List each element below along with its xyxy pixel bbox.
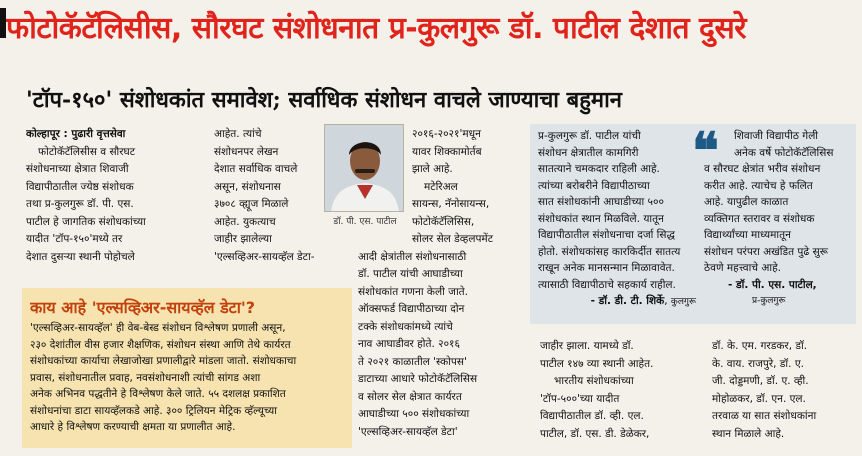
quote-left-line: विद्यापीठातील संशोधनाचा दर्जा सिद्ध: [538, 229, 675, 241]
quote-right-line: आहे. यापुढील काळात: [704, 196, 789, 208]
column-1-line: देशात दुसऱ्या स्थानी पोहोचले: [26, 250, 135, 263]
quote-right-line: अनेक वर्षे फोटोकॅटॅलिसिस: [734, 146, 834, 159]
quote-right-line: संशोधन परंपरा अखंडित पुढे सुरू: [704, 245, 828, 258]
headline: फोटोकॅटॅलिसीस, सौरघट संशोधनात प्र-कुलगुरू डॉ. पाटील देशात दुसरे: [6, 11, 747, 46]
column-2: [214, 126, 324, 266]
column-1-line: पाटील हे जागतिक संशोधकांच्या: [26, 215, 146, 228]
column-2-line: 'एल्सव्हिअर-सायव्हॅल डेटा-: [214, 250, 315, 263]
info-box-line: संशोधकांच्या कार्याचा लेखाजोखा प्रणालीद्वारे मांडला जातो. संशोधकाचा: [30, 355, 297, 367]
info-box-line: आधारे हे विश्लेषण करण्याची क्षमता या प्रणालीत आहे.: [30, 421, 236, 433]
column-3: [412, 126, 530, 231]
column-3-line: सायन्स, नॅनोसायन्स,: [412, 198, 490, 210]
column-2-line: असून, संशोधनास: [214, 180, 281, 193]
quote-left-line: सात संशोधकांनी आघाडीच्या ५००: [538, 196, 664, 208]
column-3-line: डाटाच्या आधारे फोटोकॅटॅलिसिस: [358, 373, 478, 385]
portrait-photo: [324, 124, 404, 212]
quote-right-line: व्यक्तिगत स्तरावर व संशोधक: [704, 212, 815, 225]
column-3-line: 'एल्सव्हिअर-सायव्हॅल डेटा': [358, 425, 458, 438]
column-1-line: यादीत 'टॉप-१५०'मध्ये तर: [26, 233, 123, 245]
quote-right: [704, 128, 854, 310]
column-3-continued: [358, 231, 528, 441]
column-3-line: डॉ. पाटील यांची आघाडीच्या: [358, 268, 463, 280]
column-3-line: टक्के संशोधकांमध्ये त्यांचे: [358, 320, 453, 333]
column-4-line: भारतीय संशोधकांच्या: [554, 375, 634, 387]
column-3-line: व सोलर सेल क्षेत्रात कार्यरत: [358, 390, 462, 403]
column-3-line: २०१६-२०२१'मधून: [412, 128, 481, 140]
column-2-line: ३७०८ व्ह्यूज मिळाले: [214, 198, 289, 210]
column-5-line: जी. दोड्डमणी, डॉ. ए. व्ही.: [712, 375, 809, 387]
info-box-line: संशोधनांचा डाटा सायव्हॅलकडे आहे. ३०० ट्रिलियन मेट्रिक व्हॅल्यूच्या: [30, 404, 277, 417]
dateline: कोल्हापूर : पुढारी वृत्तसेवा: [26, 128, 126, 140]
quote-icon: ❝: [692, 121, 719, 180]
column-1-line: तथा प्र-कुलगुरू डॉ. पी. एस.: [26, 198, 134, 210]
column-3-line: मटेरिअल: [424, 180, 458, 193]
column-5-line: तरवाळ या सात संशोधकांना: [712, 410, 817, 422]
column-3-line: संशोधकांत गणना केली जाते.: [358, 285, 468, 298]
quote-left-line: प्र-कुलगुरू डॉ. पाटील यांची: [538, 130, 641, 142]
quote-right-role: प्र-कुलगुरू: [752, 296, 786, 306]
column-1-line: विद्यापीठातील ज्येष्ठ संशोधक: [26, 180, 134, 193]
quote-left-line: त्यासाठी विद्यापीठाचे सहकार्य राहील.: [538, 278, 676, 291]
quote-left-signature-line: - डॉ. डी. टी. शिर्के, कुलगुरू: [590, 295, 696, 307]
column-2-line: जाहीर झालेल्या: [214, 233, 272, 245]
column-3-line: फोटोकॅटॅलिसिस,: [412, 215, 475, 228]
column-4-line: विद्यापीठातील डॉ. व्ही. एल.: [540, 410, 644, 422]
quote-left: [538, 128, 698, 311]
column-3-line: ते २०२१ काळातील 'स्कोपस': [358, 355, 467, 368]
column-4-line: 'टॉप-५००'च्या यादीत: [540, 392, 620, 405]
column-5-line: डॉ. के. एम. गरडकर, डॉ.: [712, 340, 808, 352]
column-3-line: आघाडीच्या ५०० संशोधकांच्या: [358, 408, 470, 420]
column-1: [26, 126, 208, 266]
quote-left-line: राखून अनेक मानसन्मान मिळावावेत.: [538, 262, 675, 274]
info-box-text: [30, 320, 352, 436]
column-4: [540, 338, 700, 443]
info-box-title: काय आहे 'एल्सव्हिअर-सायव्हॅल डेटा'?: [30, 298, 256, 317]
quote-left-role: कुलगुरू: [670, 297, 696, 307]
column-5-line: मोहोळकर, डॉ. एन. एल.: [712, 392, 806, 405]
column-2-line: संशोधनपर लेखन: [214, 145, 279, 158]
quote-right-line: व सौरघट क्षेत्रांत भरीव संशोधन: [704, 163, 821, 175]
column-4-line: जाहीर झाला. यामध्ये डॉ.: [540, 340, 634, 352]
column-4-line: पाटील १४७ व्या स्थानी आहेत.: [540, 357, 654, 370]
column-3-line: आदी क्षेत्रांतील संशोधनासाठी: [358, 250, 467, 263]
column-1-line: संशोधनाच्या क्षेत्रात शिवाजी: [26, 163, 129, 175]
column-2-line: आहेत. त्यांचे: [214, 128, 262, 140]
quote-left-line: त्यांच्या बरोबरीने विद्यापीठाच्या: [538, 179, 650, 192]
column-3-line: ऑक्सफर्ड विद्यापीठाच्या दोन: [358, 303, 465, 315]
quote-right-signature: - डॉ. पी. एस. पाटील,: [728, 278, 817, 291]
quote-right-line: करीत आहे. त्याचेच हे फलित: [704, 179, 813, 192]
quote-left-line: संशोधन क्षेत्रातील कामगिरी: [538, 146, 639, 159]
info-box-line: प्रवास, संशोधनातील प्रवाह, नवसंशोधनाशी त्यांची सांगड अशा: [30, 371, 261, 384]
column-1-line: फोटोकॅटॅलिसीस व सौरघट: [38, 145, 136, 158]
column-3-line: नाव आघाडीवर होते. २०१६: [358, 338, 460, 350]
photo-caption: डॉ. पी. एस. पाटील: [333, 217, 397, 227]
column-5: [712, 338, 858, 443]
quote-right-line: ठेवणे महत्त्वाचे आहे.: [704, 262, 781, 274]
quote-right-line: शिवाजी विद्यापीठ गेली: [734, 130, 819, 142]
subheadline: 'टॉप-१५०' संशोधकांत समावेश; सर्वाधिक संशोधन वाचले जाण्याचा बहुमान: [26, 87, 622, 113]
quote-right-line: विद्यार्थ्यांच्या माध्यमातून: [704, 229, 791, 241]
quote-left-line: सातत्याने चमकदार राहिली आहे.: [538, 163, 660, 175]
column-5-line: के. वाय. राजपुरे, डॉ. ए.: [712, 357, 804, 370]
portrait-image: [325, 125, 404, 212]
info-box-line: अनेक अभिनव पद्धतीने हे विश्लेषण केले जाते. ५५ दशलक्ष प्रकाशित: [30, 388, 286, 400]
quote-left-line: होतो. संशोधकांसह कारकिर्दीत सातत्य: [538, 245, 681, 258]
column-5-line: स्थान मिळाले आहे.: [712, 427, 785, 440]
column-4-line: पाटील, डॉ. एस. डी. डेळेकर,: [540, 427, 650, 440]
column-3-line: सोलर सेल डेव्हलपमेंट: [412, 233, 494, 245]
column-3-line: झाले आहे.: [412, 163, 453, 175]
column-3-line: यावर शिक्कामोर्तब: [412, 145, 482, 158]
column-2-line: आहेत. युकत्याच: [214, 215, 276, 228]
quote-left-signature: - डॉ. डी. टी. शिर्के: [590, 295, 665, 307]
column-2-line: देशात सर्वाधिक वाचले: [214, 163, 298, 175]
info-box-line: 'एल्सव्हिअर-सायव्हॅल' ही वेब-बेस्ड संशोधन विश्लेषण प्रणाली असून,: [30, 322, 286, 334]
quote-left-line: संशोधकांत स्थान मिळविले. यातून: [538, 212, 664, 225]
info-box-line: २३० देशांतील वीस हजार शैक्षणिक, संशोधन संस्था आणि तेथे कार्यरत: [30, 338, 291, 351]
